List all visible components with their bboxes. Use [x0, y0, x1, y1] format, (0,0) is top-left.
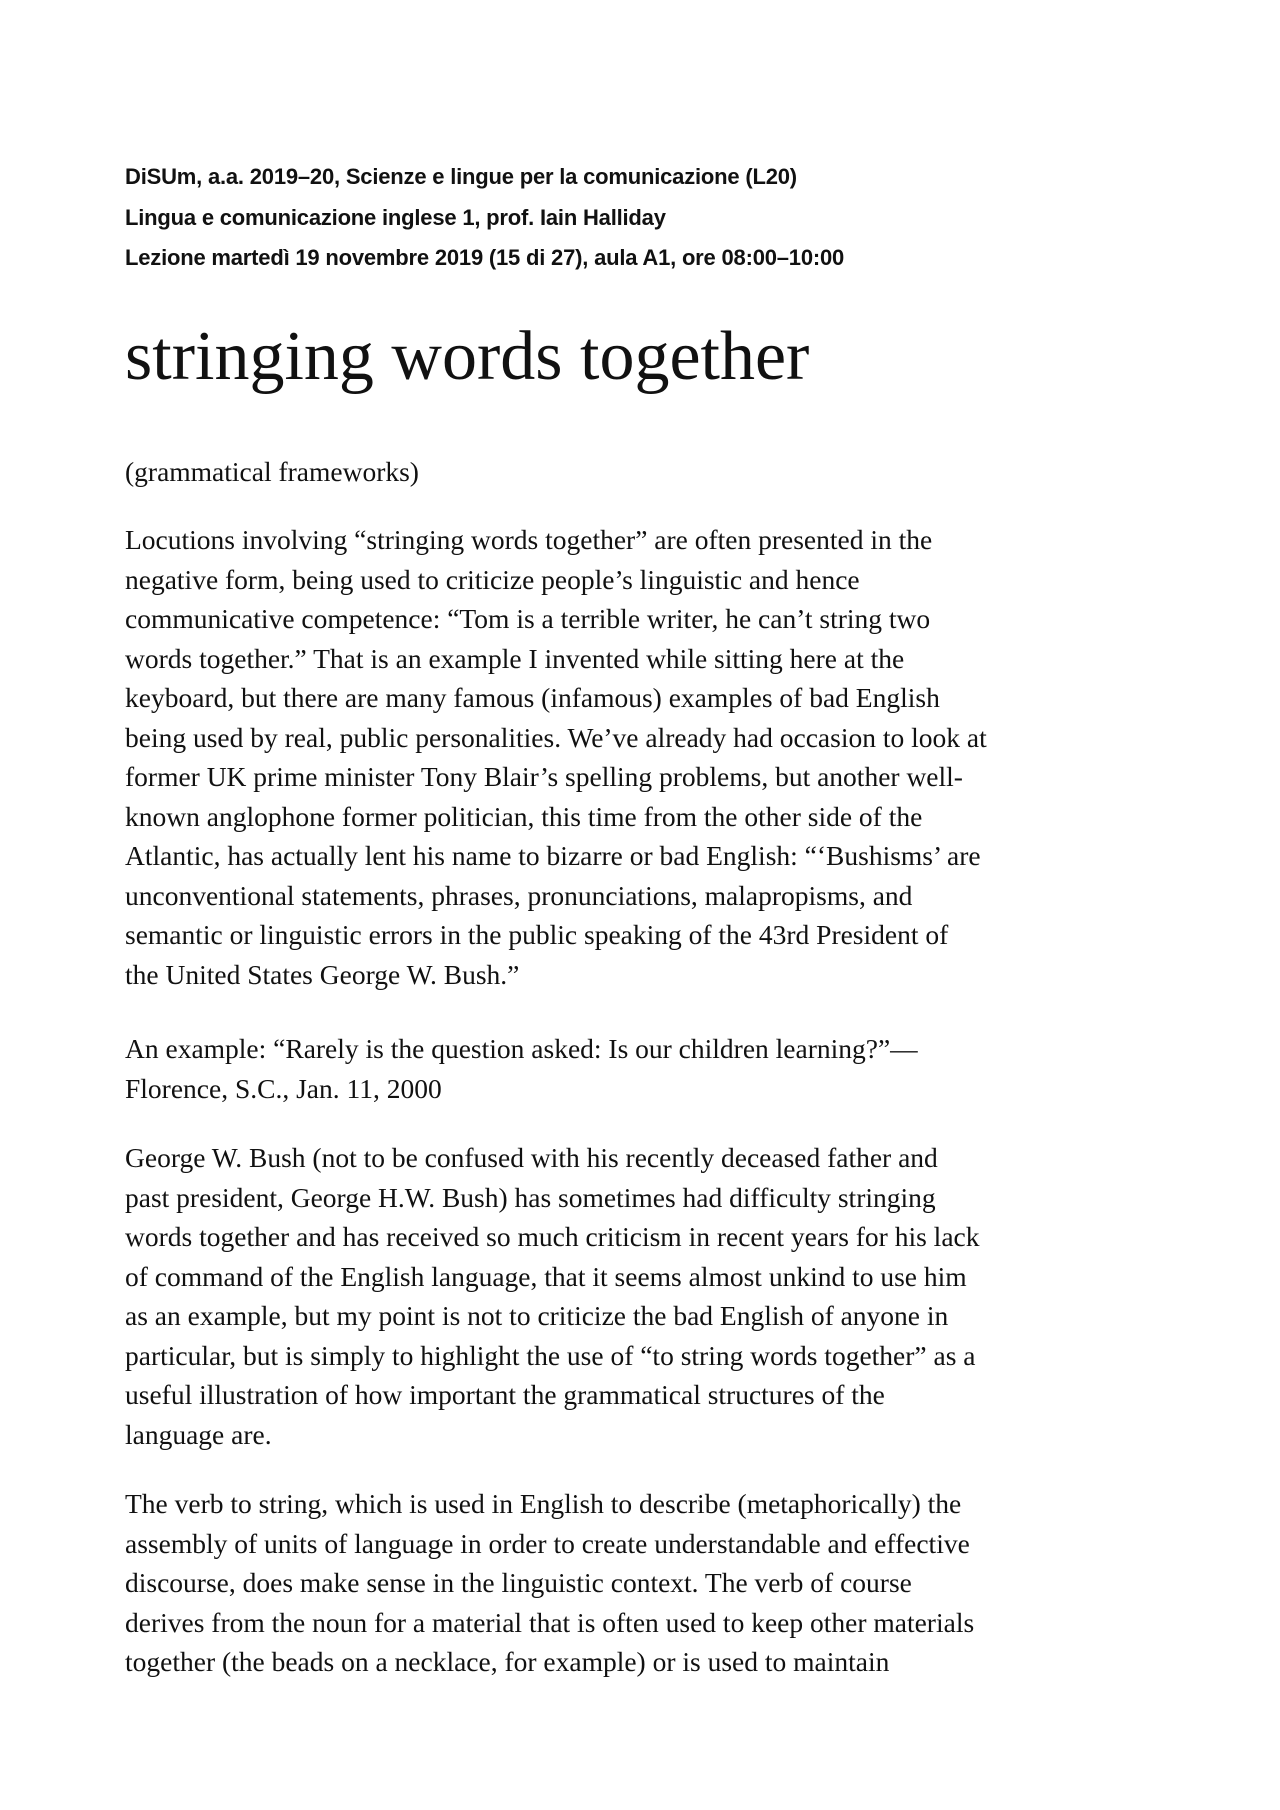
text-line: semantic or linguistic errors in the public speaking of the 43rd President of [125, 919, 949, 950]
subtitle: (grammatical frameworks) [125, 456, 419, 487]
text-line: keyboard, but there are many famous (infamous) examples of bad English [125, 682, 940, 713]
text-line: together (the beads on a necklace, for example) or is used to maintain [125, 1646, 890, 1677]
text-line: particular, but is simply to highlight the use of “to string words together” as a [125, 1339, 976, 1371]
paragraph-2 [125, 1029, 918, 1108]
text-line: Locutions involving “stringing words together” are often presented in the [125, 524, 933, 555]
text-line: of command of the English language, that it seems almost unkind to use him [125, 1260, 967, 1292]
page-title: stringing words together [125, 318, 810, 395]
text-line: the United States George W. Bush.” [125, 958, 520, 990]
text-line: words together.” That is an example I invented while sitting here at the [125, 642, 905, 674]
text-line: derives from the noun for a material that is often used to keep other materials [125, 1606, 975, 1638]
course-line: DiSUm, a.a. 2019–20, Scienze e lingue per la comunicazione (L20) [125, 164, 797, 189]
text-line: past president, George H.W. Bush) has sometimes had difficulty stringing [125, 1181, 936, 1213]
text-line: Florence, S.C., Jan. 11, 2000 [125, 1072, 442, 1104]
text-line: George W. Bush (not to be confused with his recently deceased father and [125, 1142, 938, 1173]
paragraph-1 [125, 520, 987, 994]
text-line: communicative competence: “Tom is a terrible writer, he can’t string two [125, 603, 931, 634]
text-line: Atlantic, has actually lent his name to bizarre or bad English: “‘Bushisms’ are [125, 840, 981, 871]
text-line: The verb to string, which is used in English to describe (metaphorically) the [125, 1488, 962, 1519]
text-line: words together and has received so much criticism in recent years for his lack [125, 1221, 980, 1252]
text-line: known anglophone former politician, this time from the other side of the [125, 800, 923, 832]
text-line: unconventional statements, phrases, pronunciations, malapropisms, and [125, 879, 913, 911]
text-line: negative form, being used to criticize people’s linguistic and hence [125, 563, 860, 595]
text-line: being used by real, public personalities. We’ve already had occasion to look at [125, 721, 987, 753]
text-line: language are. [125, 1418, 272, 1450]
text-line: former UK prime minister Tony Blair’s spelling problems, but another well- [125, 761, 963, 792]
text-line: assembly of units of language in order to create understandable and effective [125, 1527, 970, 1559]
text-line: discourse, does make sense in the linguistic context. The verb of course [125, 1567, 912, 1598]
instructor-line: Lingua e comunicazione inglese 1, prof. Iain Halliday [125, 205, 666, 230]
text-line: useful illustration of how important the grammatical structures of the [125, 1379, 885, 1410]
text-line: as an example, but my point is not to criticize the bad English of anyone in [125, 1300, 949, 1331]
paragraph-3 [125, 1138, 980, 1454]
lesson-line: Lezione martedì 19 novembre 2019 (15 di 27), aula A1, ore 08:00–10:00 [125, 245, 845, 270]
paragraph-4 [125, 1484, 974, 1682]
text-line: An example: “Rarely is the question asked: Is our children learning?”— [125, 1033, 918, 1064]
